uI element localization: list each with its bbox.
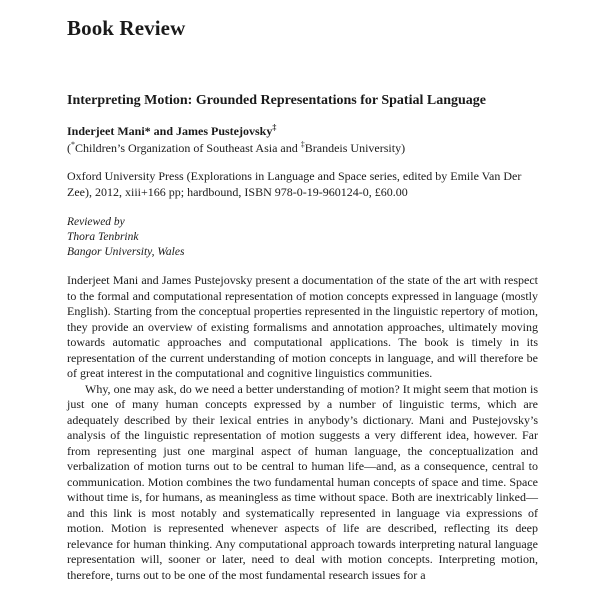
- article-title: Interpreting Motion: Grounded Representations for Spatial Language: [67, 93, 486, 108]
- affiliation-open: (: [67, 141, 71, 155]
- body-paragraph: Inderjeet Mani and James Pustejovsky present a documentation of the state of the art with respect to the formal and computational representation of motion concepts expressed in language (mostly English). Starting from the conceptual properties represented in the linguistic repertory of motion, they provide an overview of existing formalisms and annotation approaches, ultimately moving towards automatic approaches and computational applications. The book is timely in its representation of the current understanding of motion concepts in language, and will therefore be of great interest in the computational and cognitive linguistics communities.: [67, 273, 538, 380]
- author-first: Inderjeet Mani: [67, 124, 145, 138]
- affiliation-mark-a: *: [71, 140, 75, 149]
- author-mark-a: *: [144, 124, 151, 138]
- reviewer-name: Thora Tenbrink: [67, 231, 139, 243]
- affiliation-org-b: Brandeis University): [304, 141, 406, 155]
- review-body: [67, 273, 538, 583]
- reviewed-by-label: Reviewed by: [67, 216, 125, 228]
- reviewer-affiliation: Bangor University, Wales: [67, 246, 185, 258]
- affiliation-mark-b: ‡: [300, 140, 305, 149]
- reviewer-block: [67, 215, 184, 260]
- publication-info: Oxford University Press (Explorations in Language and Space series, edited by Emile Van Der Zee), 2012, xiii+166 pp; hardbound, ISBN 978-0-19-960124-0, £60.00: [67, 169, 522, 199]
- affiliation-org-a: Children’s Organization of Southeast Asia and: [75, 141, 301, 155]
- author-mark-b: ‡: [272, 123, 277, 132]
- affiliation-line: [67, 141, 405, 156]
- author-second: and James Pustejovsky: [150, 124, 273, 138]
- body-paragraph: Why, one may ask, do we need a better understanding of motion? It might seem that motion is just one of many human concepts expressed by a number of linguistic terms, which are adequately described by their lexical entries in anybody’s dictionary. Mani and Pustejovsky’s analysis of the linguistic representation of motion suggests a very different idea, however. Far from representing just one marginal aspect of human language, the conceptualization and verbalization of motion turns out to be central to human life—and, as a consequence, central to communication. Motion combines the two fundamental human concepts of space and time. Space without time is, for humans, as meaningless as time without space. Both are inextricably linked—and this link is most notably and systematically represented in language via expressions of motion. Motion is represented whenever aspects of life are described, reflecting its deep relevance for human thinking. Any computational approach towards interpreting natural language representation will, sooner or later, need to deal with motion concepts. Interpreting motion, therefore, turns out to be one of the most fundamental research issues for a: [67, 381, 538, 582]
- authors-line: [67, 124, 276, 139]
- section-heading: Book Review: [67, 16, 186, 40]
